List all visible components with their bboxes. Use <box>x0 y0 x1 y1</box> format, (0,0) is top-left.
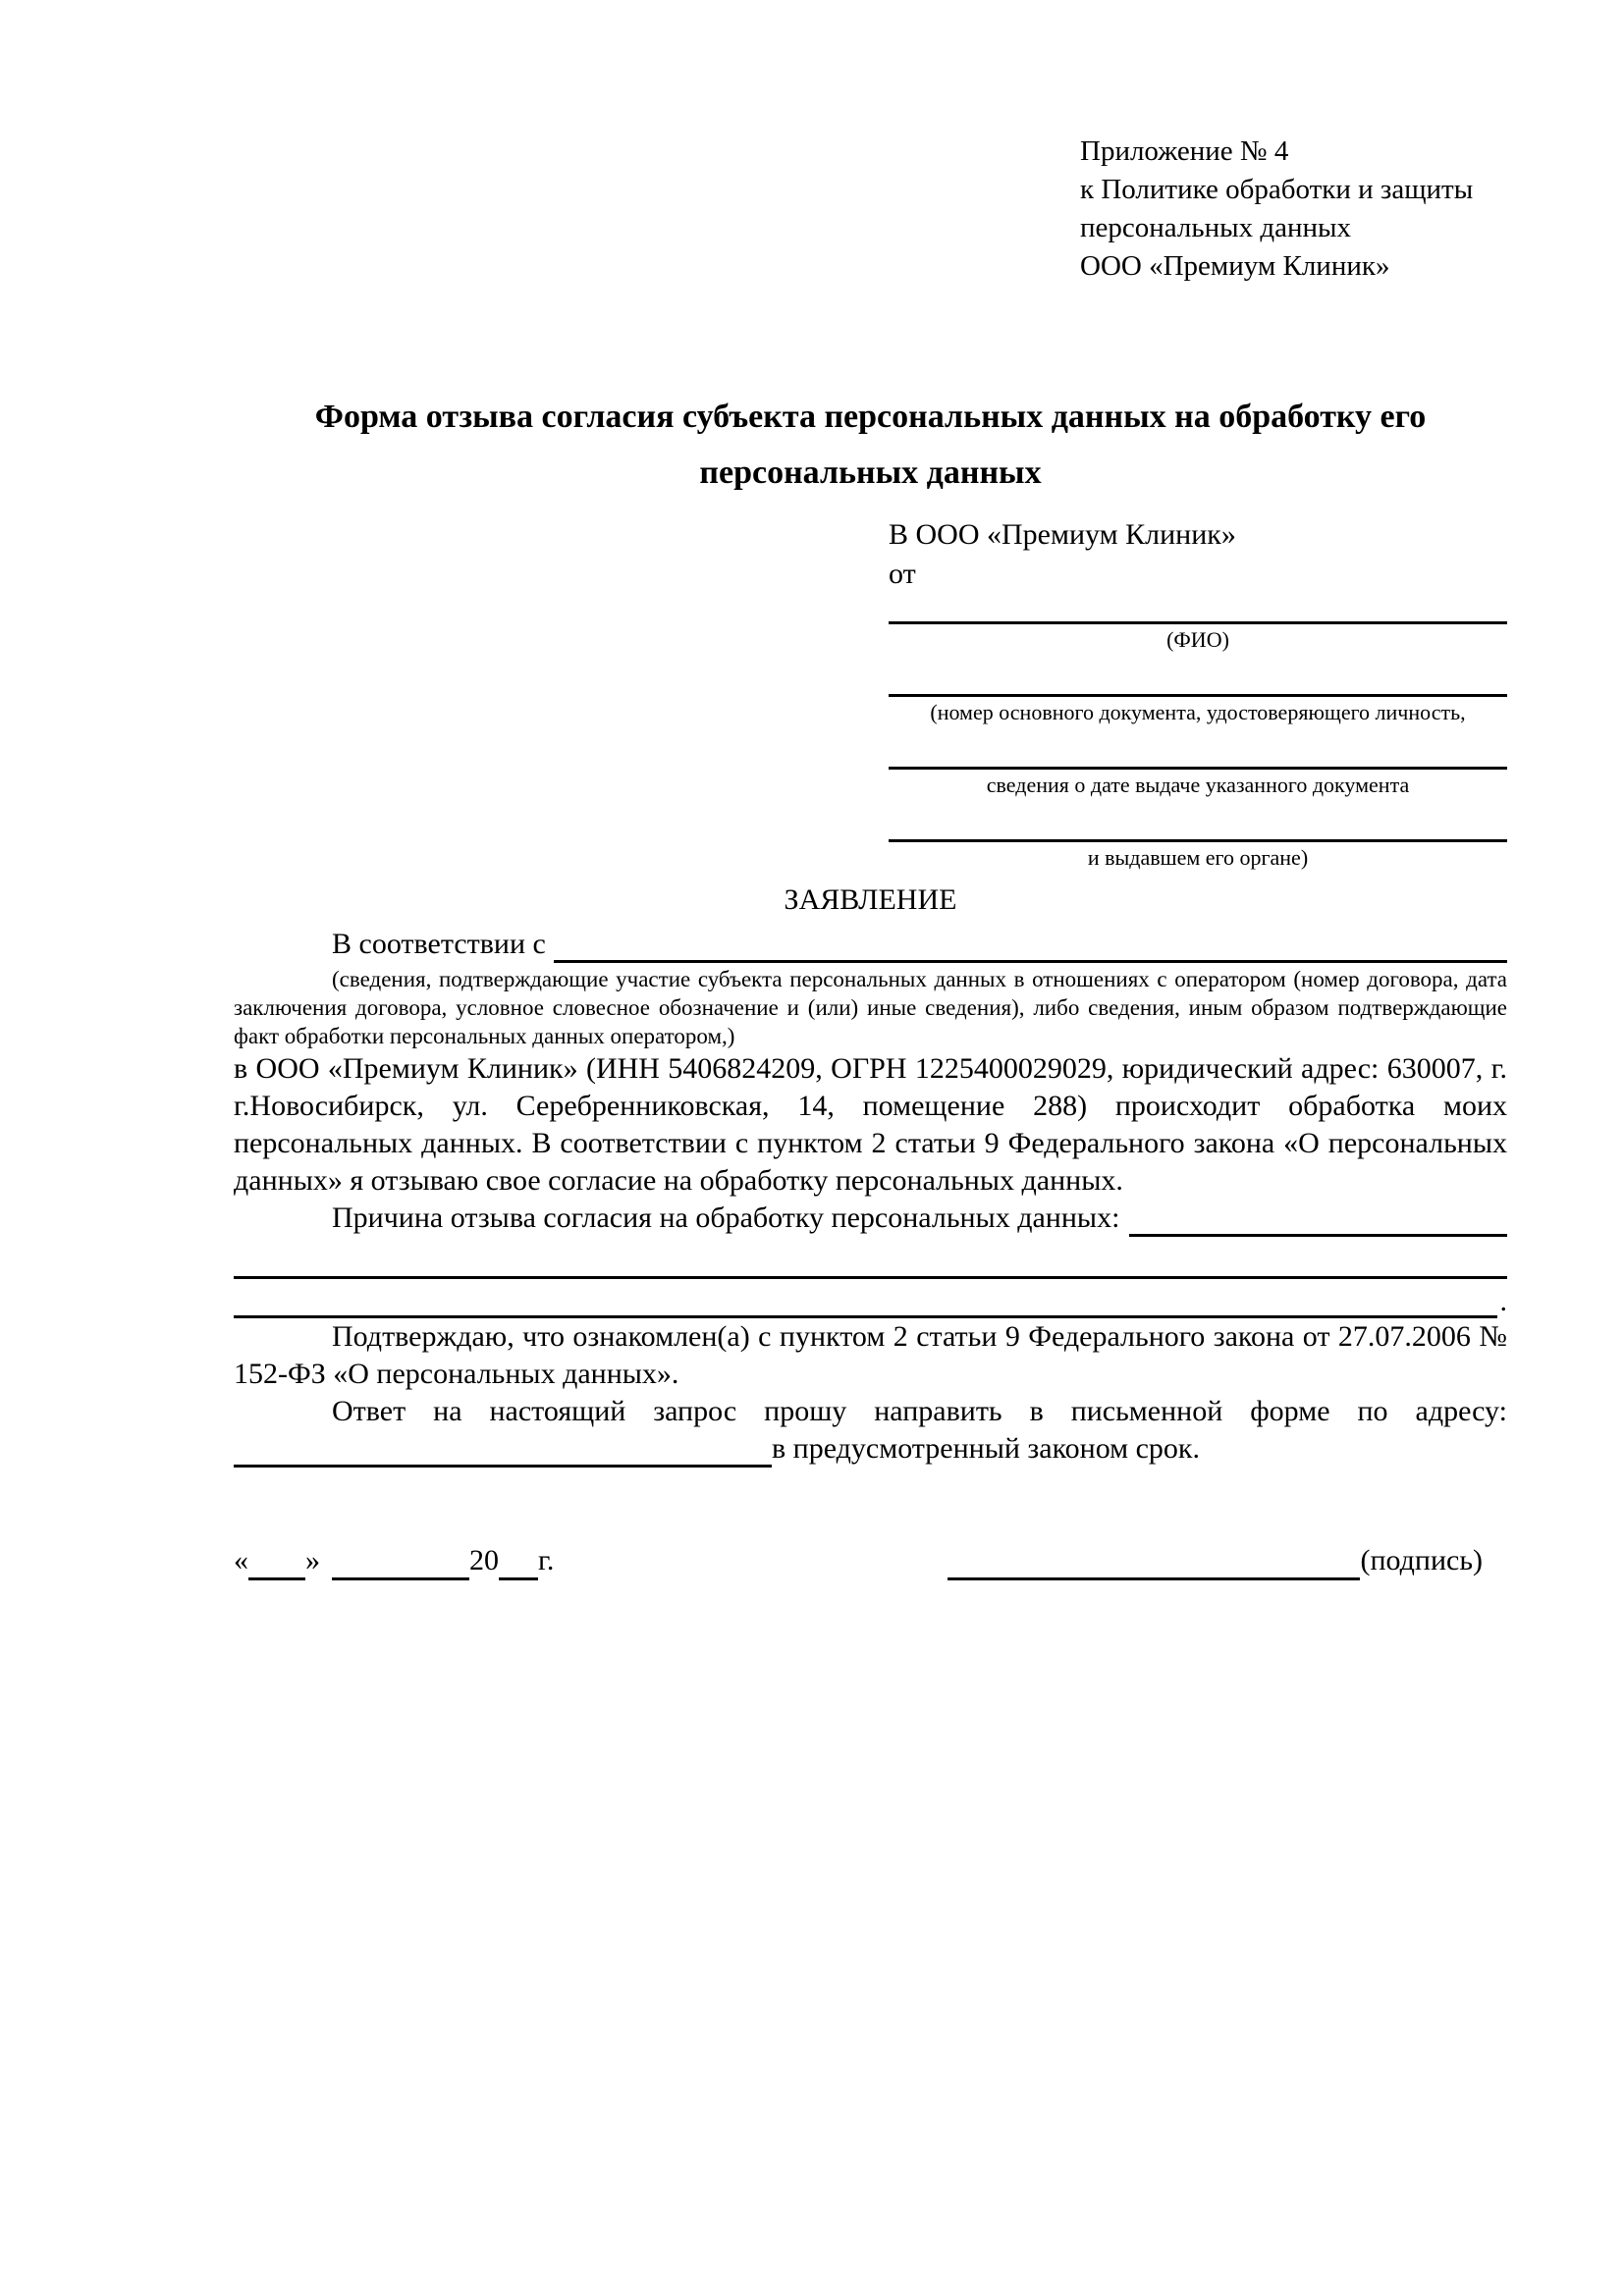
year-suffix: г. <box>538 1544 555 1576</box>
basis-label: В соответствии с <box>332 928 546 960</box>
reason-label: Причина отзыва согласия на обработку персональных данных: <box>332 1201 1120 1234</box>
signature-blank-line <box>947 1577 1360 1580</box>
reply-suffix: в предусмотренный законом срок. <box>772 1432 1200 1465</box>
fio-blank-line <box>889 594 1507 624</box>
basis-line <box>234 926 1507 963</box>
addressee-to: В ООО «Премиум Клиник» <box>889 518 1236 551</box>
signature-caption: (подпись) <box>1360 1544 1483 1576</box>
reason-line <box>234 1200 1507 1237</box>
day-close-quote: » <box>305 1544 320 1576</box>
issuing-authority-blank-line <box>889 798 1507 842</box>
reply-request-paragraph: Ответ на настоящий запрос прошу направить в письменной форме по адресу: <box>332 1395 1507 1427</box>
reason-blank-line-1 <box>1129 1234 1507 1237</box>
day-blank-line <box>248 1577 305 1580</box>
body-paragraph: в ООО «Премиум Клиник» (ИНН 5406824209, ОГРН 1225400029029, юридический адрес: 630007, г. г.Новосибирск, ул. Серебренниковская, 14, помещение 288) происходит обработка моих персональных данных. В соответствии с пунктом 2 статьи 9 Федерального закона «О персональных данных» я отзываю свое согласие на обработку персональных данных. <box>234 1052 1507 1197</box>
statement-heading: ЗАЯВЛЕНИЕ <box>784 883 957 916</box>
appendix-note-line-3: персональных данных <box>1080 212 1352 243</box>
reply-address-line <box>234 1430 1507 1468</box>
year-prefix: 20 <box>469 1544 499 1576</box>
fine-print-note: (сведения, подтверждающие участие субъекта персональных данных в отношениях с оператором (номер договора, дата заключения договора, условное словесное обозначение и (или) иные сведения), либо сведения, иным образом подтверждающие факт обработки персональных данных оператором,) <box>234 967 1507 1048</box>
signature-line <box>947 1541 1483 1580</box>
document-number-caption: (номер основного документа, удостоверяющего личность, <box>930 700 1466 724</box>
reason-end-period: . <box>1499 1285 1507 1317</box>
addressee-from-label: от <box>889 558 916 590</box>
reason-blank-line-2 <box>234 1237 1507 1279</box>
addressee-block <box>889 515 1507 871</box>
document-title: Форма отзыва согласия субъекта персональных данных на обработку его персональных данных <box>314 399 1427 491</box>
day-open-quote: « <box>234 1544 248 1576</box>
appendix-note-line-1: Приложение № 4 <box>1080 135 1289 167</box>
address-blank-line <box>234 1465 772 1468</box>
appendix-note-line-4: ООО «Премиум Клиник» <box>1080 250 1390 282</box>
issuing-authority-caption: и выдавшем его органе) <box>1087 845 1309 870</box>
year-blank-line <box>499 1577 538 1580</box>
issue-date-caption: сведения о дате выдаче указанного документа <box>986 773 1410 797</box>
month-blank-line <box>332 1577 469 1580</box>
appendix-note <box>1080 133 1507 286</box>
date-line <box>234 1541 554 1580</box>
fio-caption: (ФИО) <box>1166 627 1229 652</box>
reason-blank-line-3 <box>234 1279 1507 1318</box>
appendix-note-line-2: к Политике обработки и защиты <box>1080 174 1474 205</box>
document-number-blank-line <box>889 653 1507 697</box>
issue-date-blank-line <box>889 725 1507 770</box>
basis-blank-line <box>554 960 1507 963</box>
confirmation-paragraph: Подтверждаю, что ознакомлен(а) с пунктом 2 статьи 9 Федерального закона от 27.07.2006 № 152-ФЗ «О персональных данных». <box>234 1320 1507 1390</box>
date-signature-row <box>234 1541 1507 1580</box>
